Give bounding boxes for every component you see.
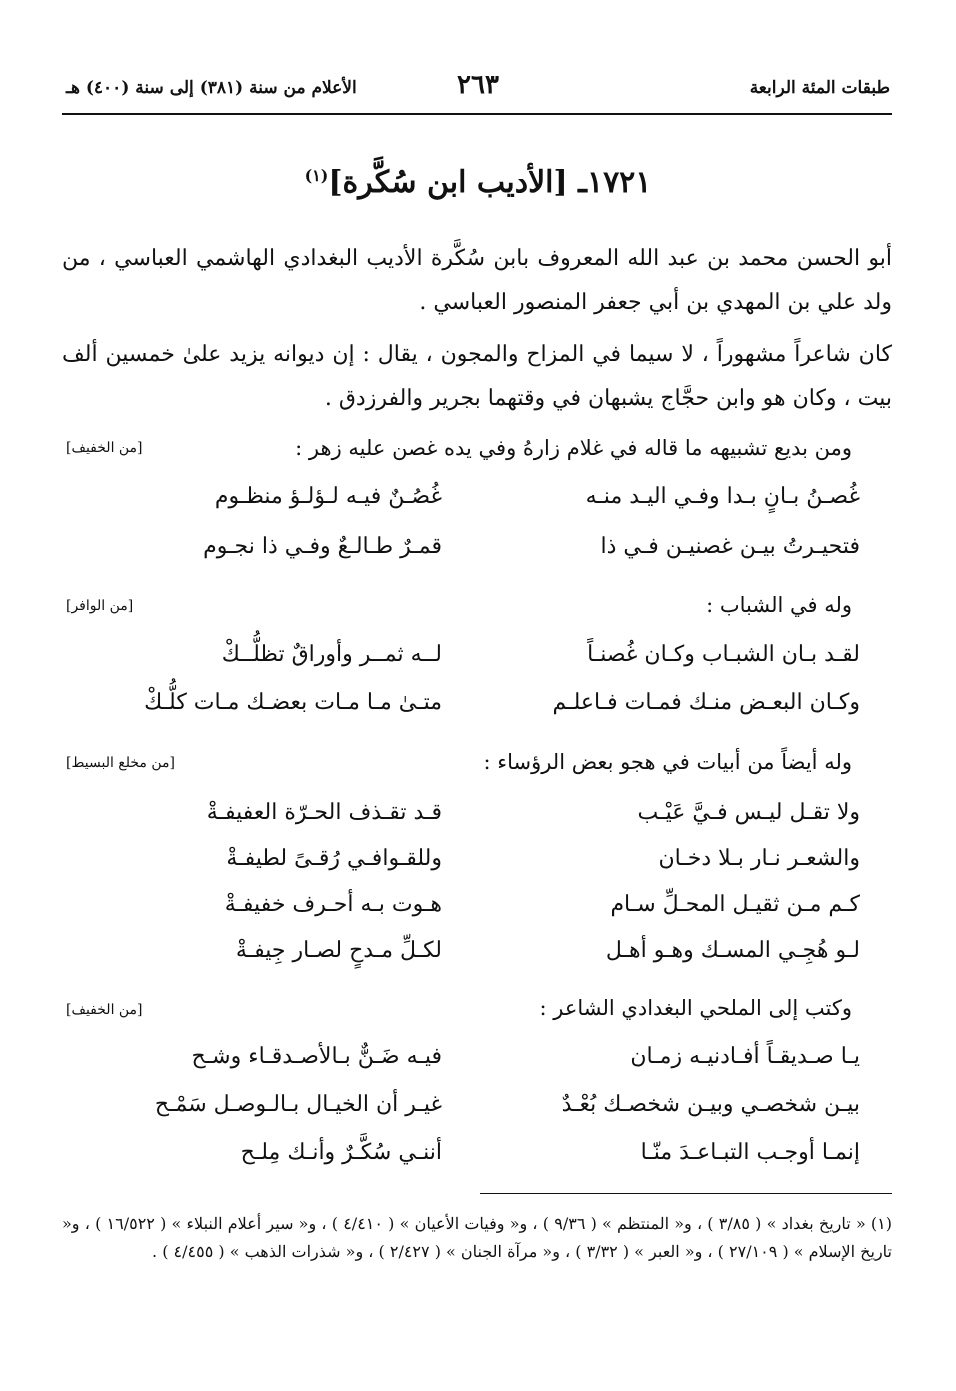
header-rule xyxy=(62,113,892,115)
meter-label: [من الخفيف] xyxy=(66,1002,143,1018)
verse-hemistich-first: بيـن شخصـي وبيـن شخصـك بُعْـدٌ xyxy=(561,1092,860,1117)
meter-label: [من الوافر] xyxy=(66,598,134,614)
running-header-book-title: طبقات المئة الرابعة xyxy=(749,78,890,98)
verse-hemistich-second: لكـلِّ مـدحٍ لصـار جِيفـةْ xyxy=(235,938,442,963)
footnote-rule xyxy=(480,1193,892,1194)
verse-hemistich-first: والشعـر نـار بـلا دخـان xyxy=(658,846,860,871)
poem-intro: ومن بديع تشبيهه ما قاله في غلام زارهُ وفي يده غصن عليه زهر : xyxy=(295,436,852,460)
verse-hemistich-second: وللقـوافـي رُقـىً لطيفـةْ xyxy=(226,846,442,871)
bio-paragraph: أبو الحسن محمد بن عبد الله المعروف بابن سُكَّرة الأديب البغدادي الهاشمي العباسي ، من ولد علي بن المهدي بن أبي جعفر المنصور العباسي . xyxy=(62,246,892,315)
verse-hemistich-second: قـد تقـذف الحـرّة العفيفـةْ xyxy=(206,800,442,825)
verse-hemistich-second: متـىٰ مـا مـات بعضـك مـات كلُّـكْ xyxy=(144,690,442,715)
running-header-section: الأعلام من سنة (٣٨١) إلى سنة (٤٠٠) هـ xyxy=(66,78,357,98)
verse-hemistich-second: لــه ثمــر وأوراقٌ تظلُّــكْ xyxy=(221,642,442,667)
verse-hemistich-first: كـم مـن ثقيـل المحـلِّ سـام xyxy=(610,892,860,917)
entry-title-text: ١٧٢١ـ [الأديب ابن سُكَّرة] xyxy=(328,165,652,200)
verse-hemistich-second: فيـه ضَـنٌّ بـالأصـدقـاء وشـح xyxy=(191,1044,442,1069)
meter-label: [من الخفيف] xyxy=(66,440,143,456)
entry-title xyxy=(0,165,956,200)
verse-hemistich-second: أننـي سُكَّـرٌ وأنـك مِلـح xyxy=(240,1140,442,1165)
verse-hemistich-first: إنمـا أوجـب التبـاعـدَ منّـا xyxy=(640,1140,860,1165)
footnote-ref: (١) xyxy=(304,166,329,185)
verse-hemistich-first: غُصـنُ بـانٍ بـدا وفـي اليـد منـه xyxy=(585,484,860,509)
page-number: ٢٦٣ xyxy=(457,70,499,100)
verse-hemistich-second: هـوت بـه أحـرف خفيفـةْ xyxy=(224,892,442,917)
poem-intro: وله أيضاً من أبيات في هجو بعض الرؤساء : xyxy=(483,750,852,774)
meter-label: [من مخلع البسيط] xyxy=(66,755,175,771)
verse-hemistich-first: وكـان البعـض منـك فمـات فـاعلـم xyxy=(552,690,860,715)
verse-hemistich-first: لقـد بـان الشبـاب وكـان غُصنـاً xyxy=(587,642,860,667)
verse-hemistich-first: لـو هُجِـي المسـك وهـو أهـل xyxy=(605,938,860,963)
verse-hemistich-first: فتحيـرتُ بيـن غصنيـن فـي ذا xyxy=(600,534,860,559)
poem-intro: وله في الشباب : xyxy=(706,593,852,617)
verse-hemistich-first: يـا صـديقـاً أفـادنيـه زمـان xyxy=(630,1044,860,1069)
verse-hemistich-second: قمـرٌ طـالـعٌ وفـي ذا نجـوم xyxy=(203,534,442,559)
description-paragraph: كان شاعراً مشهوراً ، لا سيما في المزاح والمجون ، يقال : إن ديوانه يزيد علىٰ خمسين ألف بيت ، وكان هو وابن حجَّاج يشبهان في وقتهما بجرير والفرزدق . xyxy=(62,342,892,411)
verse-hemistich-second: غُصُـنٌ فيـه لـؤلـؤ منظـوم xyxy=(214,484,442,509)
verse-hemistich-second: غيـر أن الخيـال بـالـوصـل سَمْـح xyxy=(154,1092,442,1117)
poem-intro: وكتب إلى الملحي البغدادي الشاعر : xyxy=(539,996,852,1020)
footnote: (١) « تاريخ بغداد » ( ٣/٨٥ ) ، و« المنتظم » ( ٩/٣٦ ) ، و« وفيات الأعيان » ( ٤/٤١٠ ) ، و« سير أعلام النبلاء » ( ١٦/٥٢٢ ) ، و« تاريخ الإسلام » ( ٢٧/١٠٩ ) ، و« العبر » ( ٣/٣٢ ) ، و« مرآة الجنان » ( ٢/٤٢٧ ) ، و« شذرات الذهب » ( ٤/٤٥٥ ) . xyxy=(62,1214,893,1261)
verse-hemistich-first: ولا تقـل ليـس فـيَّ عَيْـب xyxy=(637,800,860,825)
